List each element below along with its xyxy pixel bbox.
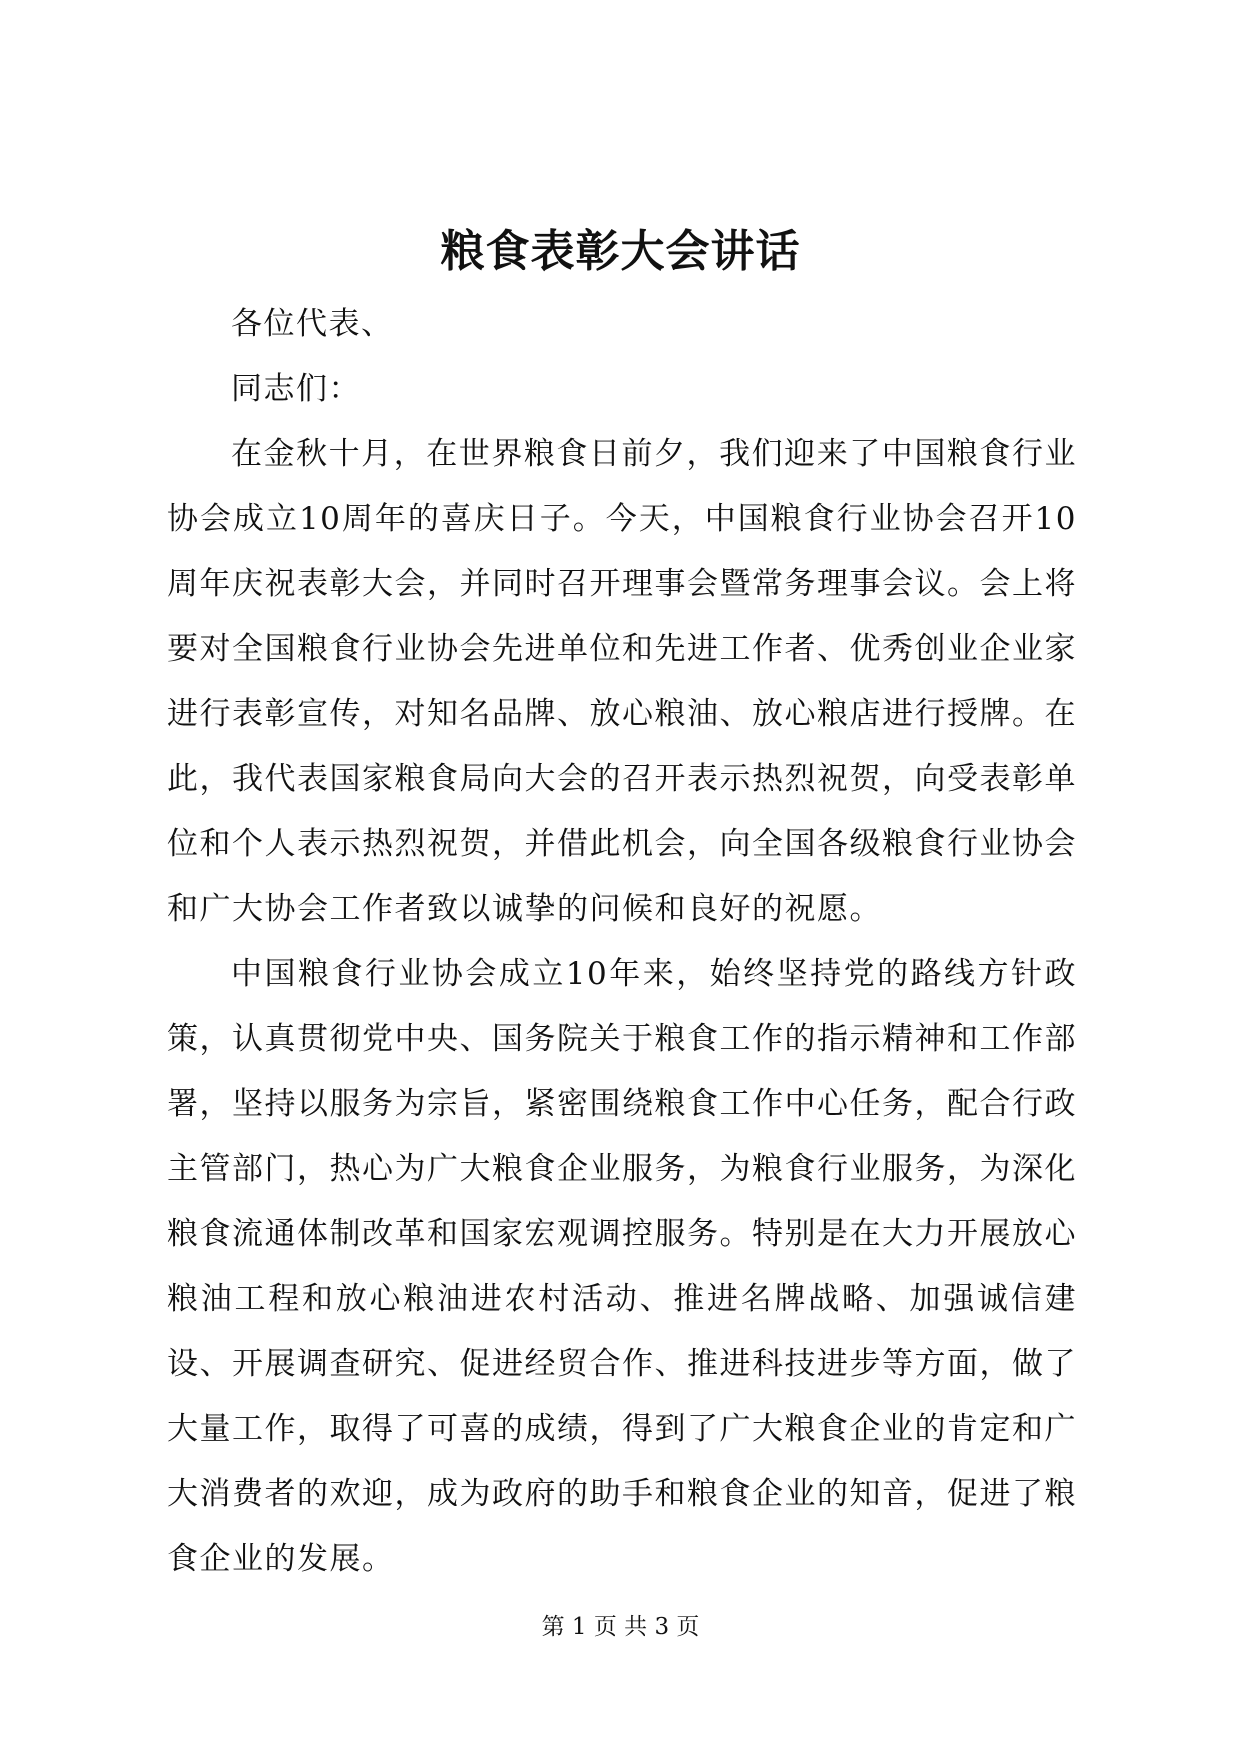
salutation-line-1: 各位代表、 — [231, 306, 394, 342]
document-body — [167, 292, 1077, 1592]
body-paragraph-2: 中国粮食行业协会成立10年来，始终坚持党的路线方针政策，认真贯彻党中央、国务院关于粮食工作的指示精神和工作部署，坚持以服务为宗旨，紧密围绕粮食工作中心任务，配合行政主管部门，热心为广大粮食企业服务，为粮食行业服务，为深化粮食流通体制改革和国家宏观调控服务。特别是在大力开展放心粮油工程和放心粮油进农村活动、推进名牌战略、加强诚信建设、开展调查研究、促进经贸合作、推进科技进步等方面，做了大量工作，取得了可喜的成绩，得到了广大粮食企业的肯定和广大消费者的欢迎，成为政府的助手和粮食企业的知音，促进了粮食企业的发展。 — [167, 956, 1077, 1577]
body-paragraph-1: 在金秋十月，在世界粮食日前夕，我们迎来了中国粮食行业协会成立10周年的喜庆日子。今天，中国粮食行业协会召开10周年庆祝表彰大会，并同时召开理事会暨常务理事会议。会上将要对全国粮食行业协会先进单位和先进工作者、优秀创业企业家进行表彰宣传，对知名品牌、放心粮油、放心粮店进行授牌。在此，我代表国家粮食局向大会的召开表示热烈祝贺，向受表彰单位和个人表示热烈祝贺，并借此机会，向全国各级粮食行业协会和广大协会工作者致以诚挚的问候和良好的祝愿。 — [167, 436, 1077, 927]
document-title: 粮食表彰大会讲话 — [440, 226, 801, 277]
salutation-line-2: 同志们： — [231, 371, 361, 407]
page-number-footer: 第 1 页 共 3 页 — [541, 1614, 700, 1640]
